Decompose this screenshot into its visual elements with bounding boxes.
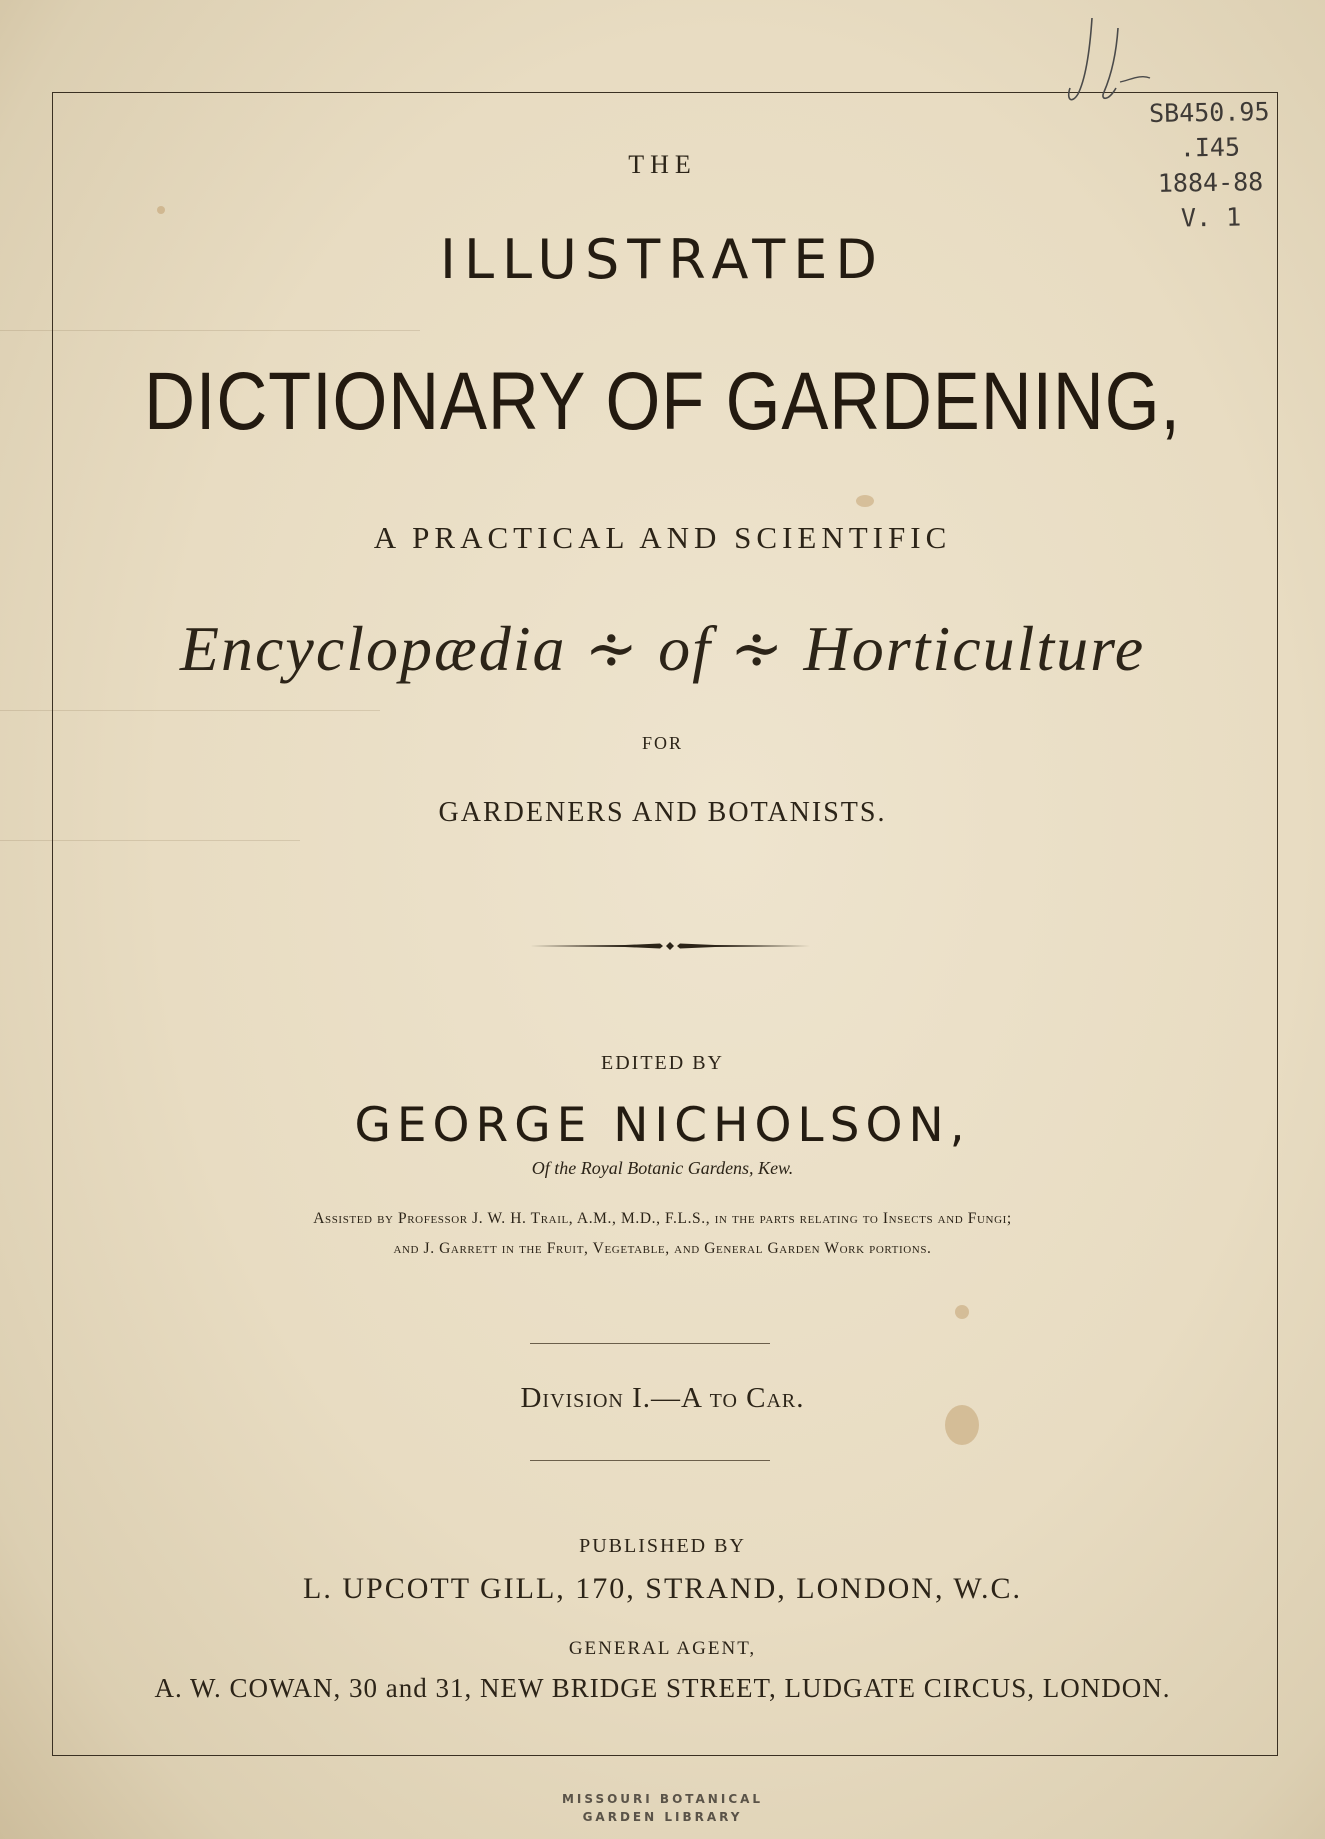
general-agent-label: GENERAL AGENT, [568,1638,757,1659]
editor-name: GEORGE NICHOLSON, [354,1098,971,1153]
library-stamp-line: MISSOURI BOTANICAL [561,1792,764,1806]
assistants-line-2: and J. Garrett in the Fruit, Vegetable, and General Garden Work portions. [393,1240,932,1257]
encyclopaedia-title: Encyclopædia ∻ of ∻ Horticulture [179,613,1146,684]
agent-line: A. W. COWAN, 30 and 31, NEW BRIDGE STREET, LUDGATE CIRCUS, LONDON. [154,1673,1171,1703]
library-stamp [0,1790,1325,1826]
library-stamp-line: GARDEN LIBRARY [582,1810,743,1824]
title-illustrated: ILLUSTRATED [440,228,885,291]
audience-line: GARDENERS AND BOTANISTS. [438,797,887,828]
main-title: DICTIONARY OF GARDENING, [144,356,1181,447]
divider-rule [530,1343,770,1344]
edited-by-label: EDITED BY [601,1052,724,1074]
call-number-line: V. 1 [1180,202,1242,233]
call-number-line: 1884-88 [1157,167,1264,198]
divider-rule [530,1460,770,1461]
assistants-line-1: Assisted by Professor J. W. H. Trail, A.M., M.D., F.L.S., in the parts relating to Insects and Fungi; [313,1210,1012,1227]
ornamental-rule-icon [530,940,810,952]
title-article: THE [628,150,697,179]
call-number-line: SB450.95 [1148,96,1270,129]
editor-affiliation: Of the Royal Botanic Gardens, Kew. [531,1158,794,1178]
call-number-line: .I45 [1179,132,1241,163]
page-border [52,92,1278,1756]
subtitle: A PRACTICAL AND SCIENTIFIC [373,520,952,555]
published-by-label: PUBLISHED BY [579,1535,746,1557]
publisher-line: L. UPCOTT GILL, 170, STRAND, LONDON, W.C. [303,1572,1022,1605]
division-label: Division I.—A to Car. [520,1382,805,1414]
for-label: FOR [641,733,683,753]
